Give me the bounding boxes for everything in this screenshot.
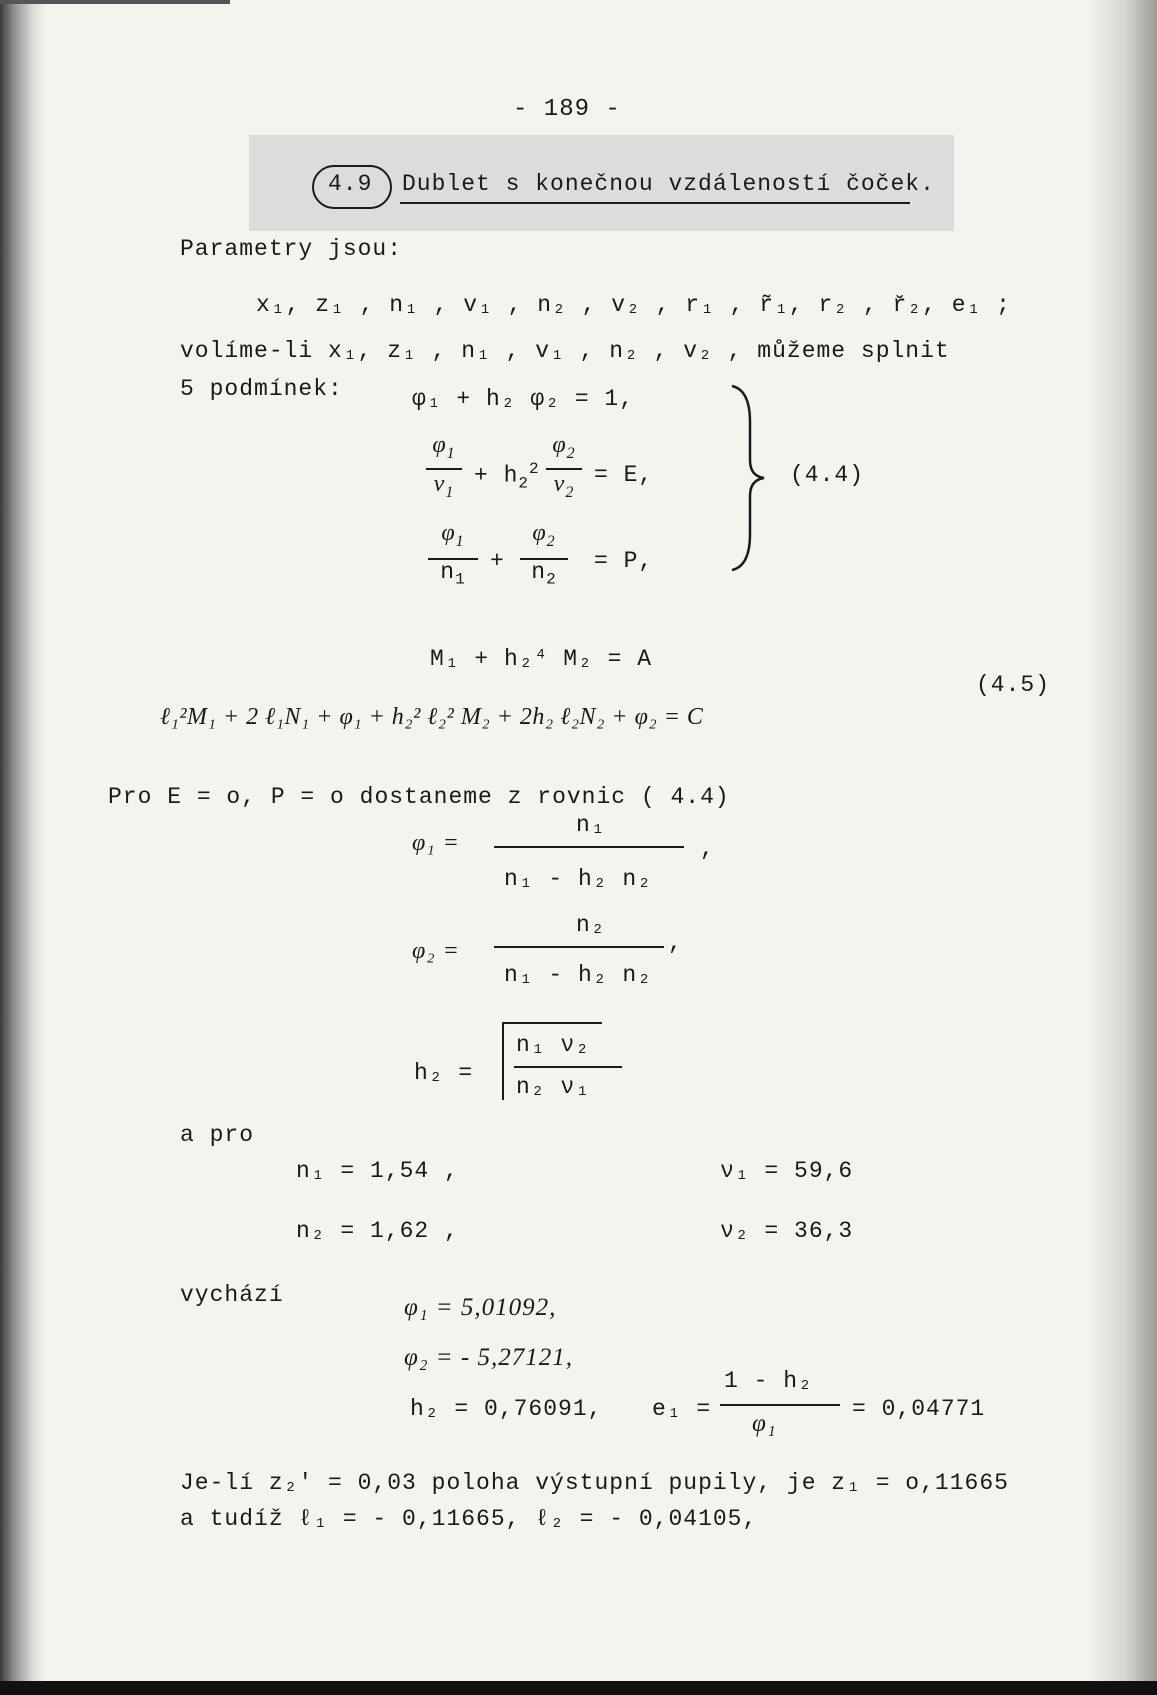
h2-sqrt-stem: [502, 1022, 504, 1100]
h2-bar: [514, 1066, 622, 1068]
section-title: Dublet s konečnou vzdáleností čoček.: [402, 171, 935, 197]
tudiz-line: a tudíž ℓ₁ = - 0,11665, ℓ₂ = - 0,04105,: [180, 1506, 758, 1532]
result-phi2: φ₂ = - 5,27121,: [404, 1344, 573, 1371]
eq45-row2: ℓ₁²M₁ + 2 ℓ₁N₁ + φ₁ + h₂² ℓ₂² M₂ + 2h₂ ℓ₂N₂ + φ₂ = C: [160, 704, 704, 730]
phi1-den: n₁ - h₂ n₂: [504, 866, 653, 892]
eq44-frac-phi2-nu2: $\varphi_2$ $\nu_2$: [546, 432, 582, 494]
eq45-row1: M₁ + h₂⁴ M₂ = A: [430, 646, 653, 672]
vychazi-line: vychází: [180, 1282, 284, 1308]
phi2-lhs: φ₂ =: [412, 938, 460, 964]
phi1-lhs: φ₁ =: [412, 830, 460, 856]
scan-edge-top: [0, 0, 230, 4]
value-nu2: ν₂ = 36,3: [720, 1218, 854, 1244]
conditions-line: 5 podmínek:: [180, 376, 343, 402]
eq44-frac-phi2-n2: $\varphi_2$ $n_2$: [520, 520, 568, 580]
apro-line: a pro: [180, 1122, 255, 1148]
pro-line: Pro E = o, P = o dostaneme z rovnic ( 4.4): [108, 784, 730, 810]
section-title-underline: [400, 202, 910, 204]
section-number: 4.9: [328, 171, 373, 197]
eq44-frac-phi1-n1: $\varphi_1$ $n_1$: [428, 520, 478, 580]
result-e1-den: φ₁: [752, 1410, 777, 1437]
params-intro: Parametry jsou:: [180, 236, 403, 262]
value-nu1: ν₁ = 59,6: [720, 1158, 854, 1184]
scan-edge-left: [0, 0, 46, 1695]
h2-den: n₂ ν₁: [516, 1074, 591, 1100]
scan-edge-right: [1087, 0, 1157, 1695]
params-list: x₁, z₁ , n₁ , v₁ , n₂ , v₂ , r₁ , r̃₁, r₂ , r̆₂, e₁ ;: [256, 292, 1011, 318]
result-e1-lhs: e₁ =: [652, 1396, 712, 1422]
result-phi1: φ₁ = 5,01092,: [404, 1294, 557, 1321]
eq44-row1: φ₁ + h₂ φ₂ = 1,: [412, 386, 635, 412]
value-n2: n₂ = 1,62 ,: [296, 1218, 459, 1244]
eq44-label: (4.4): [790, 462, 865, 488]
phi1-tail: ,: [700, 836, 715, 862]
phi2-tail: ,: [668, 930, 683, 956]
eq45-label: (4.5): [976, 672, 1051, 698]
value-n1: n₁ = 1,54 ,: [296, 1158, 459, 1184]
phi2-den: n₁ - h₂ n₂: [504, 962, 653, 988]
jeli-line: Je-lí z₂′ = 0,03 poloha výstupní pupily, je z₁ = o,11665: [180, 1470, 1009, 1496]
document-page: - 189 - 4.9 Dublet s konečnou vzdáleností čoček. Parametry jsou: x₁, z₁ , n₁ , v₁ , n₂ , v₂ , r₁ , r̃₁, r₂ , r̆₂, e₁ ; volíme-li x₁, z₁ , n₁ , v₁ , n₂ , v₂ , můžeme splnit 5 podmínek: φ₁ + h₂ φ₂ = 1, $\varphi_1$ $\nu_1$ + $h_2^2$ $\varphi_2$ $\nu_2$ = E, $\varphi_1$ $n_1$ + $\varphi_2$ $n_2$ = P, (4.4) M₁ + h₂⁴ M₂ = A ℓ₁²M₁ + 2 ℓ₁N₁ + φ₁ + h₂² ℓ₂² M₂ + 2h₂ ℓ₂N₂ + φ₂ = C (4.5) Pro E = o, P = o dostaneme z rovnic ( 4.4) φ₁ = n₁ n₁ - h₂ n₂ , φ₂ = n₂ n₁ - h₂ n₂ , h₂ = n₁ ν₂ n₂ ν₁ a pro n₁ = 1,54 , n₂ = 1,62 , ν₁ = 59,6 ν₂ = 36,3 vychází φ₁ = 5,01092, φ₂ = - 5,27121, h₂ = 0,76091, e₁ = 1 - h₂ φ₁ = 0,04771 Je-lí z₂′ = 0,03 poloha výstupní pupily, je z₁ = o,11665 a tudíž ℓ₁ = - 0,11665, ℓ₂ = - 0,04105,: [0, 0, 1157, 1695]
phi1-num: n₁: [576, 812, 606, 838]
page-number: - 189 -: [513, 96, 621, 123]
choose-line: volíme-li x₁, z₁ , n₁ , v₁ , n₂ , v₂ , můžeme splnit: [180, 338, 950, 364]
result-e1-num: 1 - h₂: [724, 1368, 813, 1394]
result-e1-bar: [720, 1404, 840, 1406]
scan-edge-bottom: [0, 1681, 1157, 1695]
phi1-bar: [494, 846, 684, 848]
eq44-frac-phi1-nu1: $\varphi_1$ $\nu_1$: [426, 432, 462, 494]
result-h2: h₂ = 0,76091,: [410, 1396, 603, 1422]
phi2-bar: [494, 946, 664, 948]
phi2-num: n₂: [576, 912, 606, 938]
h2-num: n₁ ν₂: [516, 1032, 591, 1058]
h2-sqrt-top: [502, 1022, 602, 1024]
result-e1-value: = 0,04771: [852, 1396, 986, 1422]
h2-lhs: h₂ =: [414, 1060, 474, 1086]
eq44-row3-rhs: = P,: [594, 548, 654, 574]
eq44-row2-rhs: = E,: [594, 462, 654, 488]
eq44-brace: [728, 382, 768, 572]
